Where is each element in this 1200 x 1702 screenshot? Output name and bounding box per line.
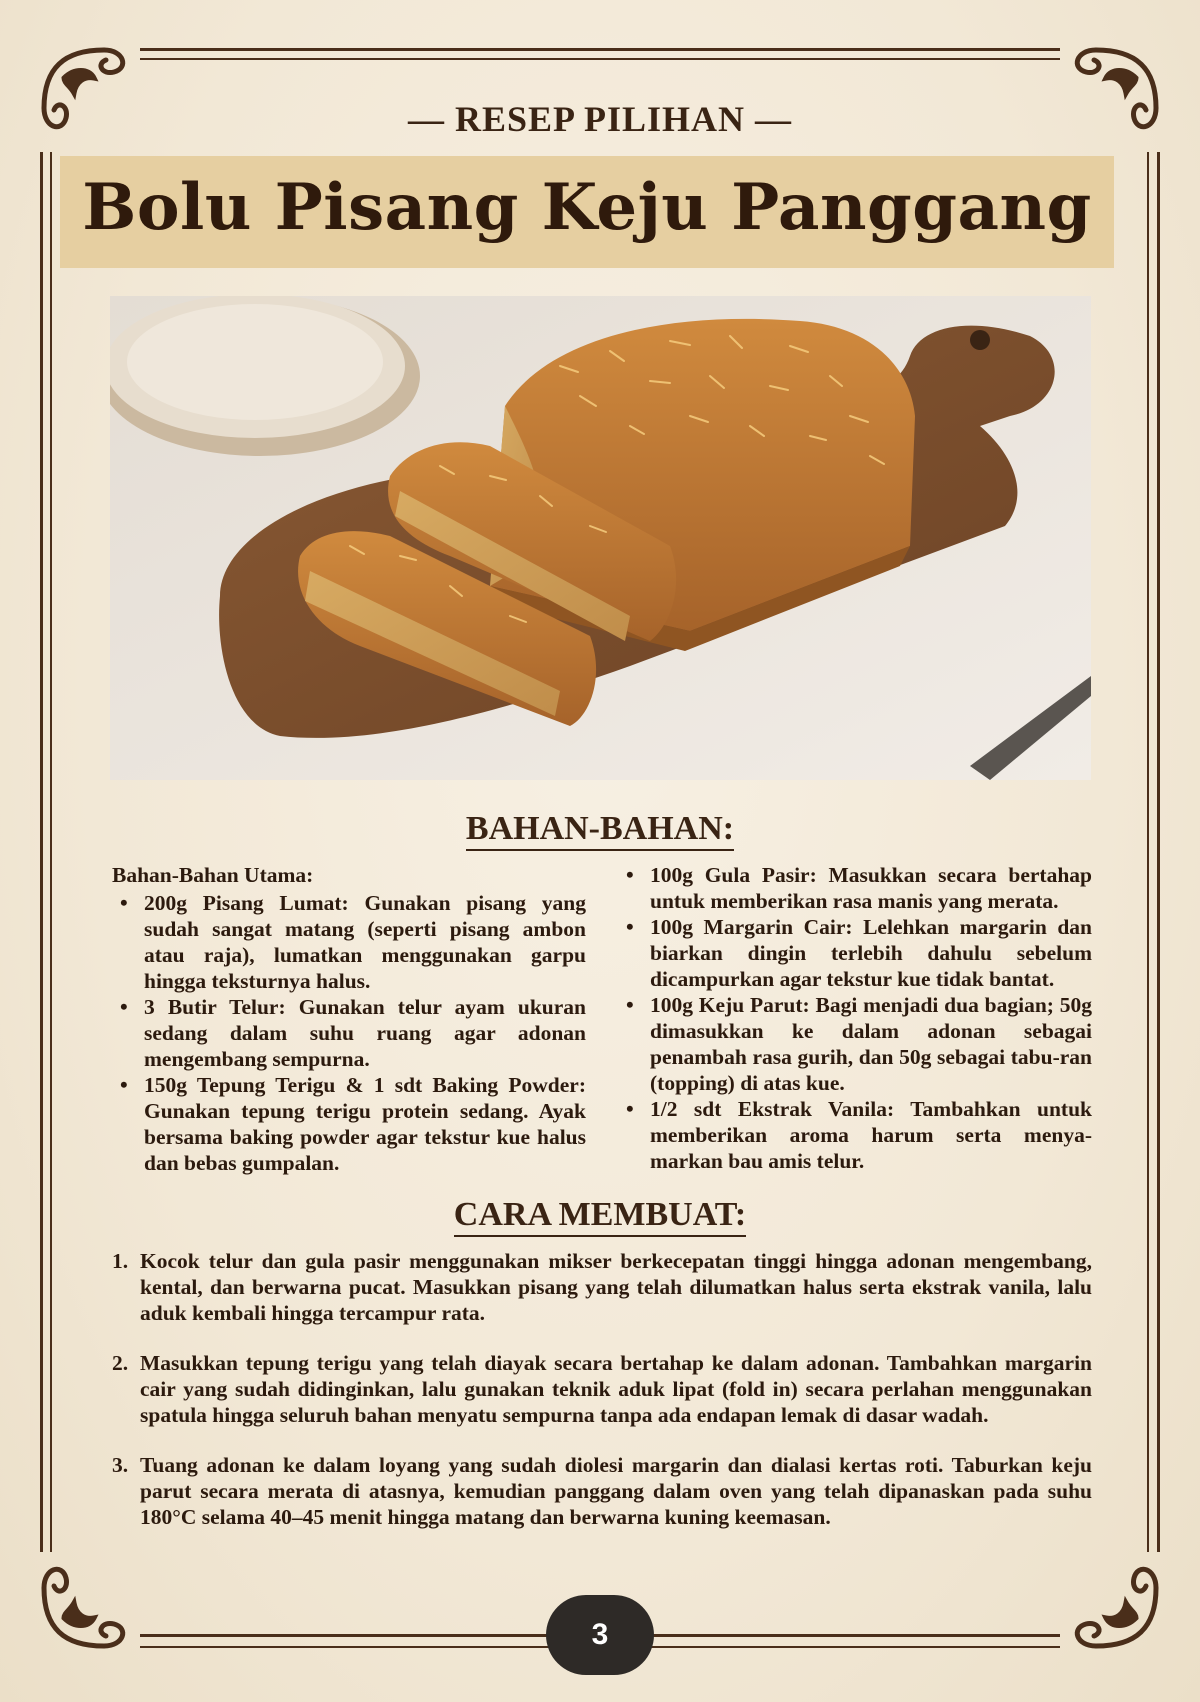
right-border-inner — [1147, 152, 1149, 1552]
ingredient-list — [618, 862, 1092, 1174]
list-item: • 100g Gula Pasir: Masukkan secara bertahap untuk memberikan rasa manis yang merata. — [618, 862, 1092, 914]
corner-ornament-icon — [1056, 1548, 1166, 1658]
top-border-inner — [140, 58, 1060, 60]
ingredients-group-label: Bahan-Bahan Utama: — [112, 863, 314, 887]
method-heading-text: CARA MEMBUAT: — [454, 1196, 746, 1237]
corner-ornament-icon — [34, 1548, 144, 1658]
recipe-kicker: — RESEP PILIHAN — — [407, 99, 793, 139]
step-item — [112, 1350, 1092, 1428]
ingredients-heading-text: BAHAN-BAHAN: — [466, 810, 734, 851]
ingredients-heading — [0, 810, 1200, 848]
step-number: 2. — [112, 1351, 129, 1375]
method-steps — [112, 1248, 1092, 1554]
step-number: 3. — [112, 1453, 129, 1477]
list-item: • 100g Keju Parut: Bagi menjadi dua bagian; 50g dimasukkan ke dalam adonan sebagai penambah rasa gurih, dan 50g sebagai tabu-ran (topping) di atas kue. — [618, 992, 1092, 1096]
left-border — [40, 152, 43, 1552]
left-border-inner — [50, 152, 52, 1552]
list-item: • 1/2 sdt Ekstrak Vanila: Tambahkan untuk memberikan aroma harum serta menya-markan bau amis telur. — [618, 1096, 1092, 1174]
banana-cheese-bread-photo-icon — [110, 296, 1091, 780]
step-item — [112, 1452, 1092, 1530]
ingredient-list — [112, 890, 586, 1176]
list-item: • 3 Butir Telur: Gunakan telur ayam ukuran sedang dalam suhu ruang agar adonan mengembang sempurna. — [112, 994, 586, 1072]
recipe-photo — [110, 296, 1091, 780]
list-item: • 150g Tepung Terigu & 1 sdt Baking Powder: Gunakan tepung terigu protein sedang. Ayak bersama baking powder agar tekstur kue halus dan bebas gumpalan. — [112, 1072, 586, 1176]
ingredients-right-column — [618, 862, 1092, 1174]
step-number: 1. — [112, 1249, 129, 1273]
right-border — [1157, 152, 1160, 1552]
step-text: Kocok telur dan gula pasir menggunakan mikser berkecepatan tinggi hingga adonan mengembang, kental, dan berwarna pucat. Masukkan pisang yang telah dilumatkan halus serta ekstrak vanila, lalu aduk kembali hingga tercampur rata. — [140, 1249, 1092, 1325]
top-border — [140, 48, 1060, 51]
page-title: Bolu Pisang Keju Panggang — [82, 170, 1092, 245]
page-number-badge: 3 — [546, 1595, 654, 1675]
ingredients-left-column — [112, 862, 586, 1176]
step-text: Tuang adonan ke dalam loyang yang sudah diolesi margarin dan dialasi kertas roti. Taburkan keju parut secara merata di atasnya, kemudian panggang dalam oven yang telah dipanaskan pada suhu 180°C selama 40–45 menit hingga matang dan berwarna kuning keemasan. — [140, 1453, 1092, 1529]
method-heading — [0, 1196, 1200, 1234]
list-item: • 100g Margarin Cair: Lelehkan margarin dan biarkan dingin terlebih dahulu sebelum dicampurkan agar tekstur kue tidak bantat. — [618, 914, 1092, 992]
list-item: • 200g Pisang Lumat: Gunakan pisang yang sudah sangat matang (seperti pisang ambon atau raja), lumatkan menggunakan garpu hingga teksturnya halus. — [112, 890, 586, 994]
step-text: Masukkan tepung terigu yang telah diayak secara bertahap ke dalam adonan. Tambahkan margarin cair yang sudah didinginkan, lalu gunakan teknik aduk lipat (fold in) secara perlahan menggunakan spatula hingga seluruh bahan menyatu sempurna tanpa ada endapan lemak di dasar wadah. — [140, 1351, 1092, 1427]
step-item — [112, 1248, 1092, 1326]
